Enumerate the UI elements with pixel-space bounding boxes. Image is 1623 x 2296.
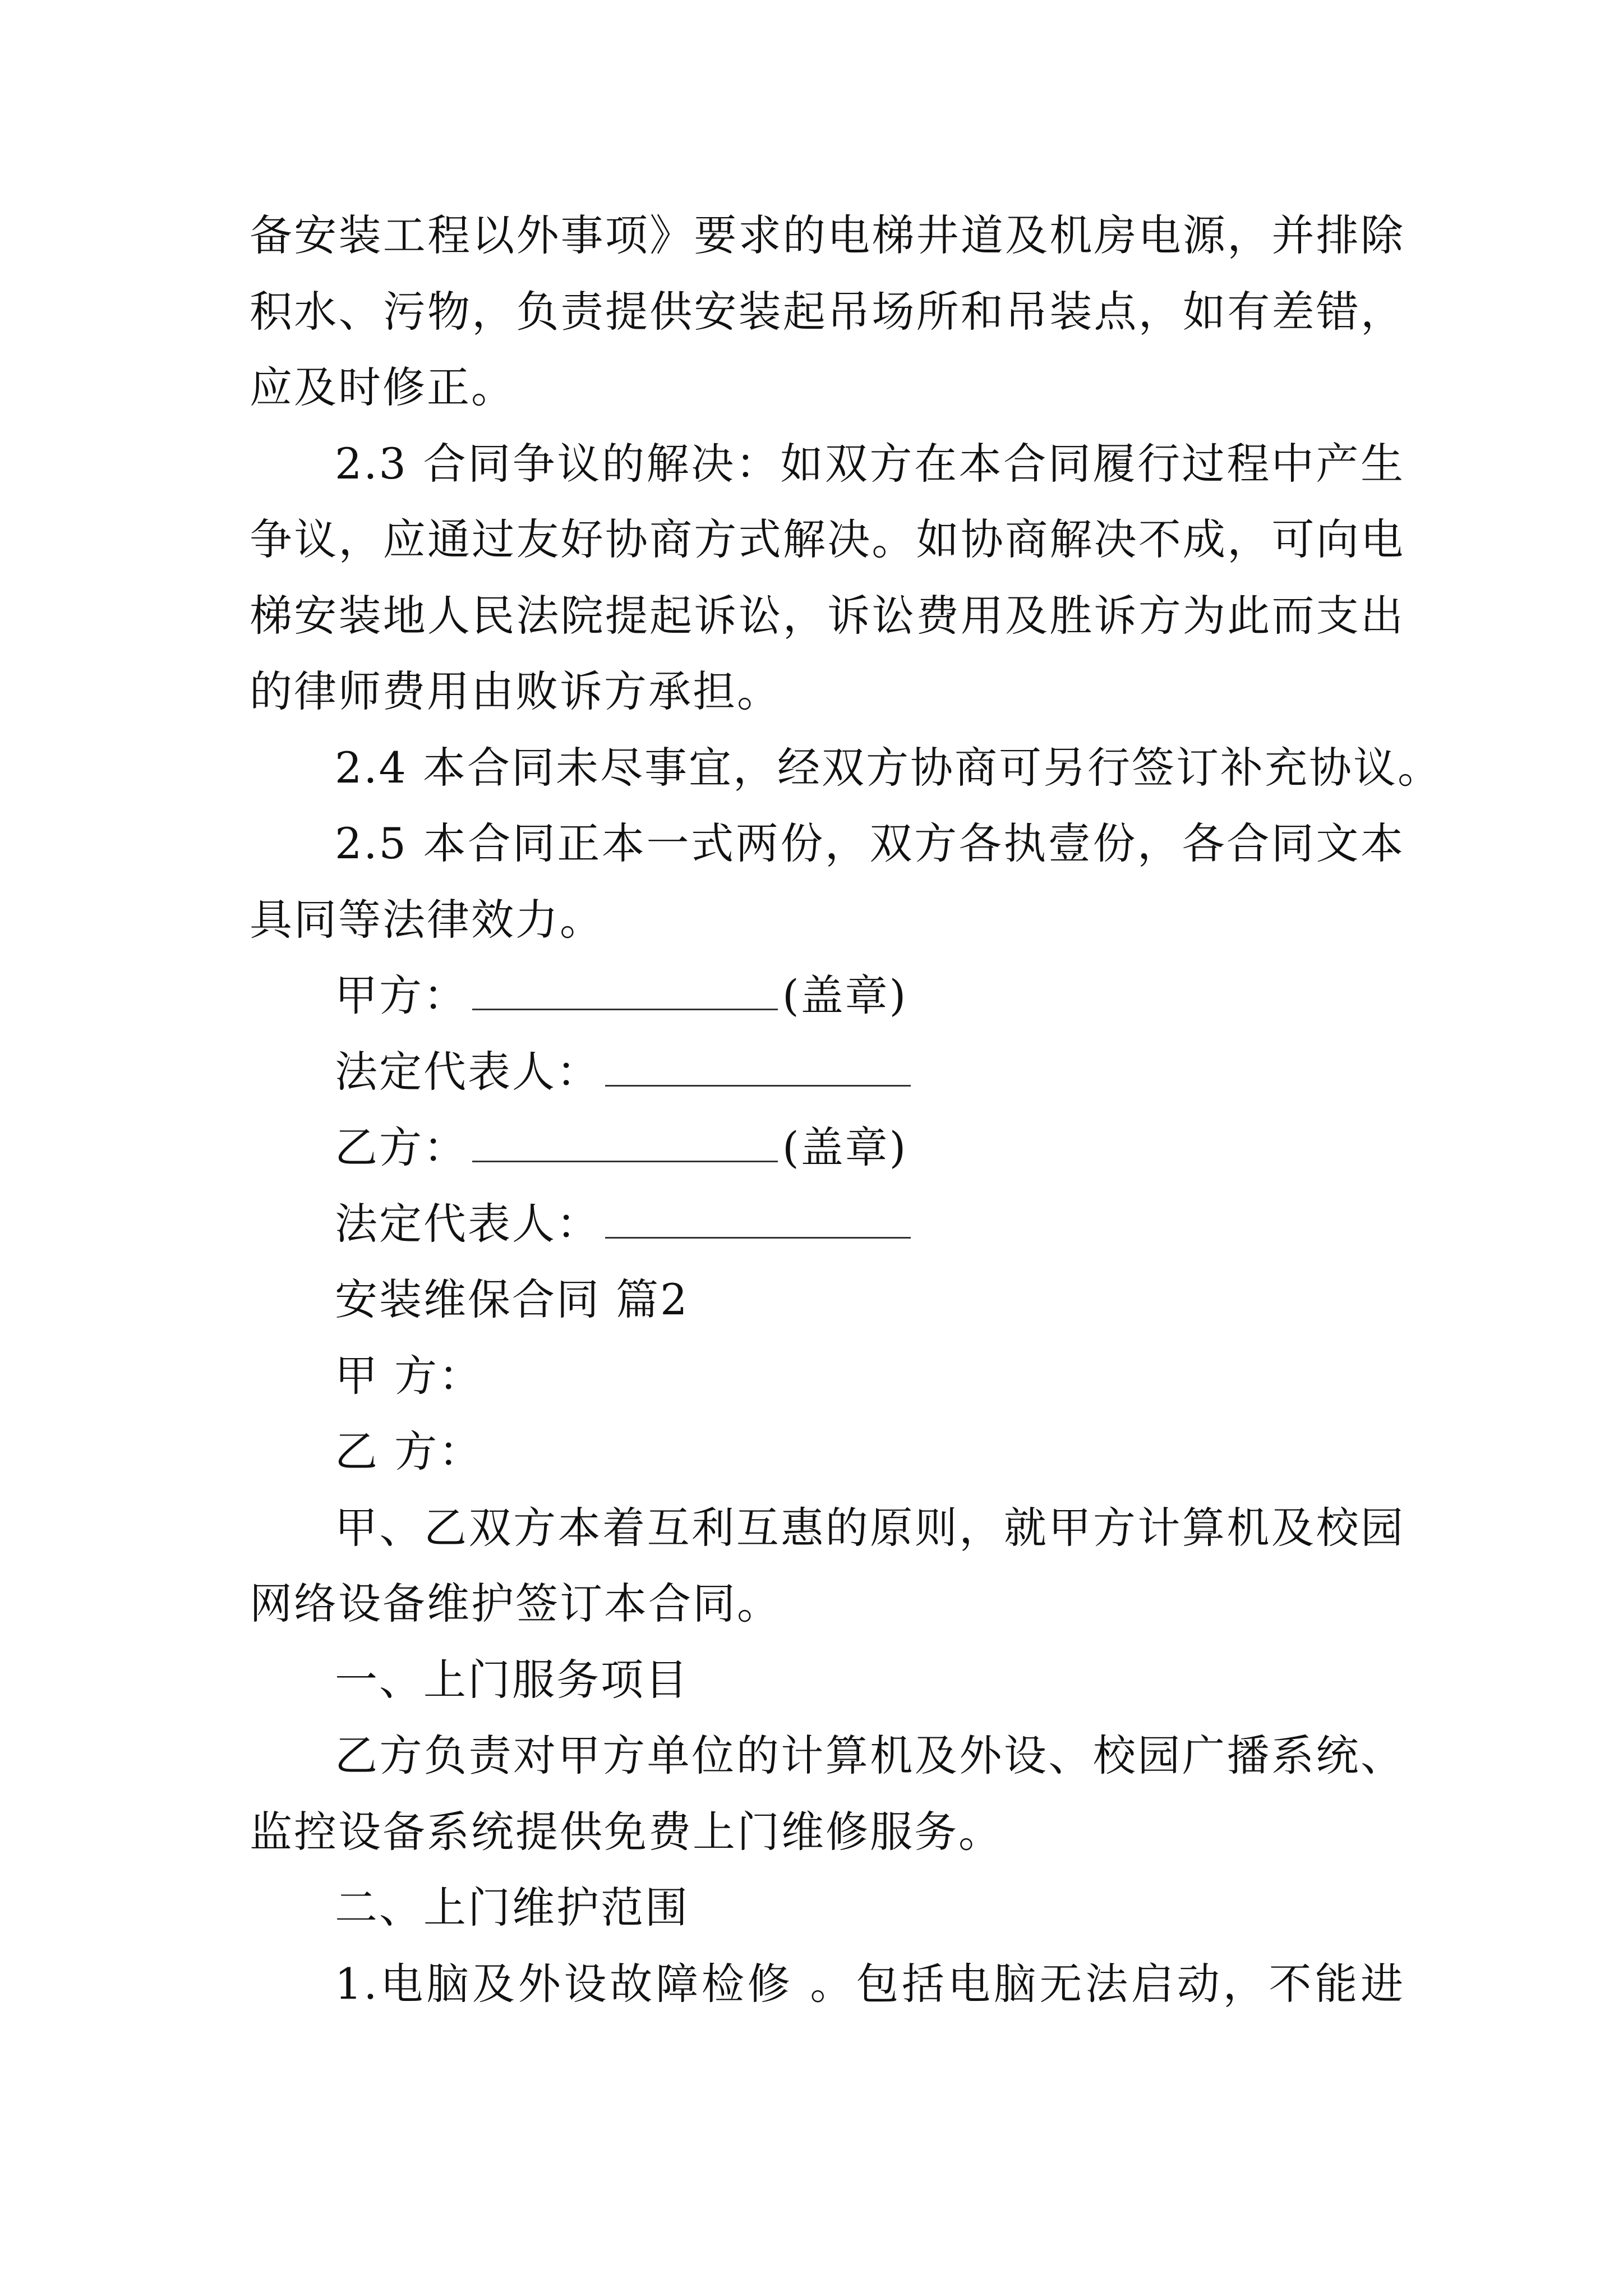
clause-2-5-line: 2.5 本合同正本一式两份，双方各执壹份，各合同文本 xyxy=(335,818,1405,868)
paragraph-line: 备安装工程以外事项》要求的电梯井道及机房电源，并排除 xyxy=(250,210,1405,260)
rep-b-blank xyxy=(605,1203,911,1239)
clause-2-3-line: 争议，应通过友好协商方式解决。如协商解决不成，可向电 xyxy=(250,514,1405,564)
party-b-label: 乙方： xyxy=(335,1122,468,1172)
section-2-item-1-line: 监控设备系统提供免费上门维修服务。 xyxy=(250,1806,1003,1857)
party-a-blank xyxy=(472,975,778,1010)
clause-2-3-line: 梯安装地人民法院提起诉讼，诉讼费用及胜诉方为此而支出 xyxy=(250,590,1405,641)
paragraph-line: 应及时修正。 xyxy=(250,362,515,412)
section-2-intro-line: 甲、乙双方本着互利互惠的原则，就甲方计算机及校园 xyxy=(335,1502,1405,1553)
clause-2-3-line: 2.3 合同争议的解决：如双方在本合同履行过程中产生 xyxy=(335,438,1405,489)
party-b-blank xyxy=(472,1127,778,1162)
clause-2-3-line: 的律师费用由败诉方承担。 xyxy=(250,666,781,716)
section-2-heading-2: 二、上门维护范围 xyxy=(335,1883,689,1932)
clause-2-4-line: 2.4 本合同未尽事宜，经双方协商可另行签订补充协议。 xyxy=(335,742,1442,793)
section-2-item-1-line: 乙方负责对甲方单位的计算机及外设、校园广播系统、 xyxy=(335,1731,1405,1780)
paragraph-line: 积水、污物，负责提供安装起吊场所和吊装点，如有差错， xyxy=(250,286,1405,337)
section-2-heading-1: 一、上门服务项目 xyxy=(335,1654,689,1705)
document-body xyxy=(250,197,1442,2022)
rep-a-blank xyxy=(605,1051,911,1087)
party-a-seal: (盖章) xyxy=(782,970,908,1020)
section-2-title: 安装维保合同 篇2 xyxy=(335,1274,689,1324)
rep-b-signature-line xyxy=(250,1186,1405,1262)
clause-2-5-line: 具同等法律效力。 xyxy=(250,894,604,945)
rep-b-label: 法定代表人： xyxy=(335,1198,601,1249)
party-a-signature-line xyxy=(250,958,1405,1034)
section-2-party-a: 甲 方： xyxy=(335,1350,483,1401)
section-2-party-b: 乙 方： xyxy=(335,1427,483,1476)
party-b-seal: (盖章) xyxy=(782,1122,908,1172)
section-2-item-2-line: 1.电脑及外设故障检修 。包括电脑无法启动，不能进 xyxy=(335,1958,1405,2009)
rep-a-label: 法定代表人： xyxy=(335,1046,601,1097)
section-2-intro-line: 网络设备维护签订本合同。 xyxy=(250,1579,781,1628)
party-b-signature-line xyxy=(250,1110,1405,1186)
party-a-label: 甲方： xyxy=(335,970,468,1020)
rep-a-signature-line xyxy=(250,1034,1405,1110)
